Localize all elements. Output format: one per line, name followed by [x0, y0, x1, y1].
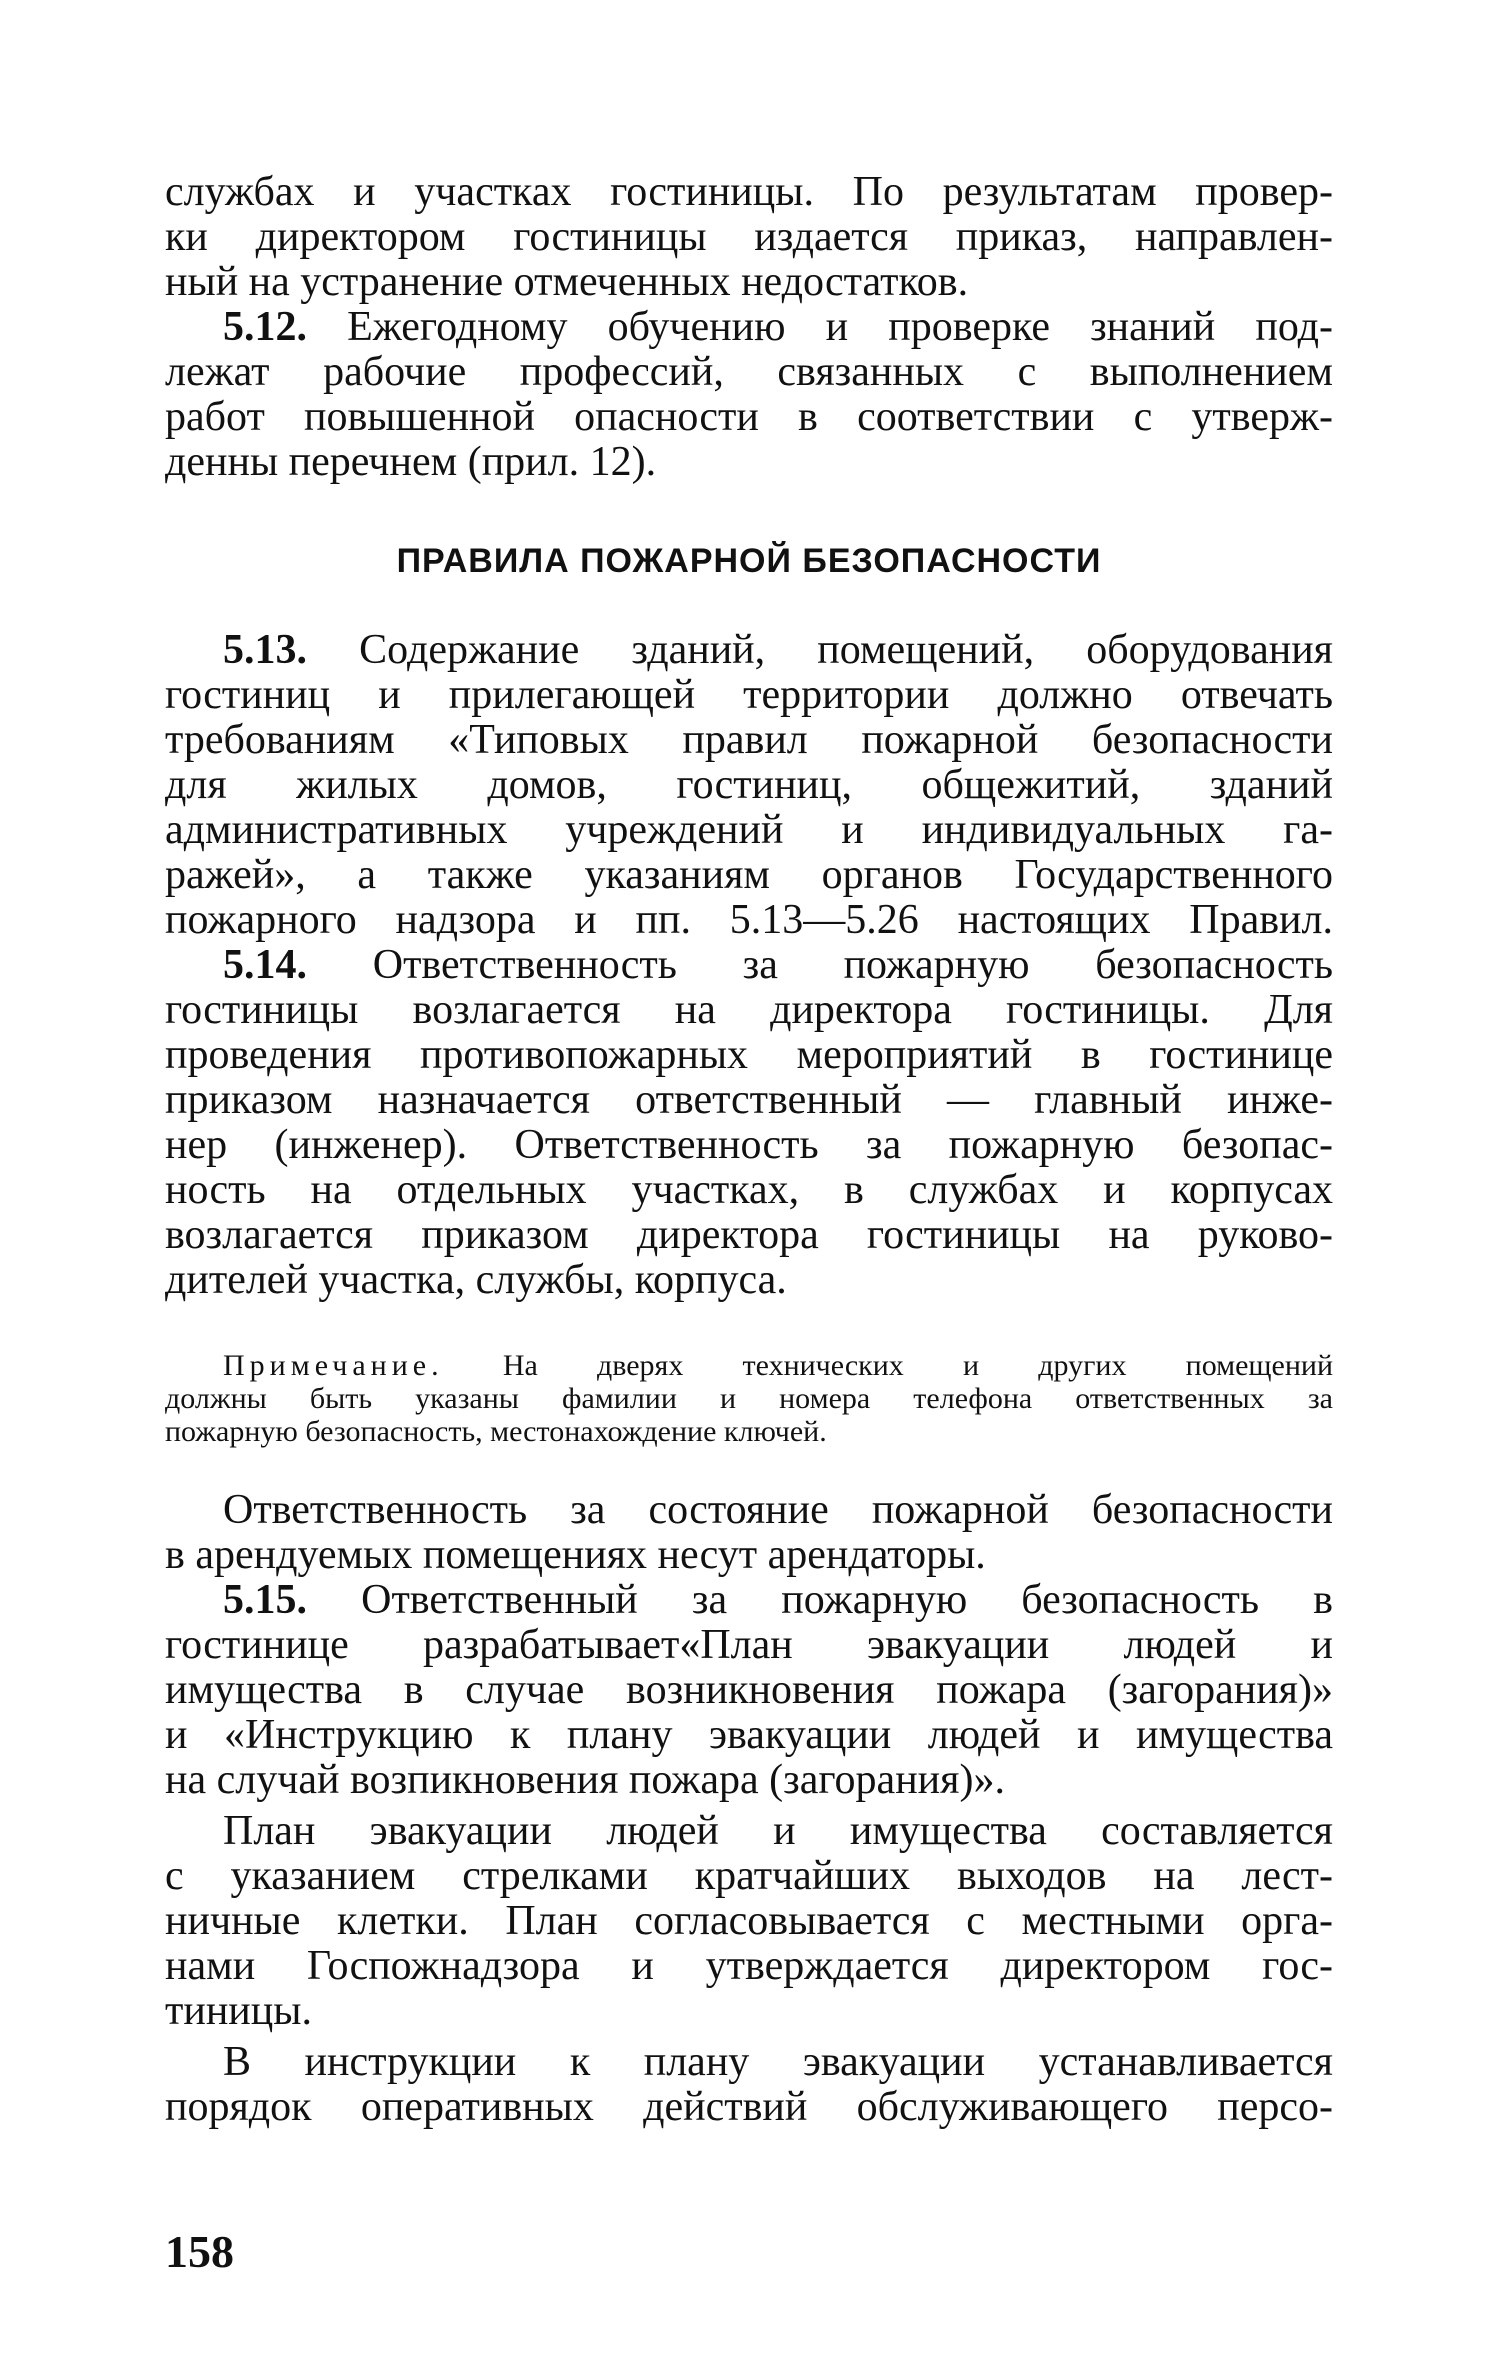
note-line: должны быть указаны фамилии и номера телефона ответственных за [165, 1382, 1333, 1415]
text-line: ничные клетки. План согласовывается с местными орга- [165, 1898, 1333, 1944]
paragraph-plan [165, 1809, 1333, 2034]
clause-text: Ответственность за пожарную безопасность [372, 942, 1334, 988]
text-line: возлагается приказом директора гостиницы на руково- [165, 1212, 1333, 1258]
text-line: гостиницы возлагается на директора гостиницы. Для [165, 987, 1333, 1033]
page-body [165, 170, 1333, 2130]
text-line: для жилых домов, гостиниц, общежитий, зданий [165, 762, 1333, 808]
text-line: ки директором гостиницы издается приказ, направлен- [165, 214, 1333, 260]
text-line [165, 628, 1333, 673]
paragraph-5-13 [165, 628, 1333, 943]
text-line: лежат рабочие профессий, связанных с выполнением [165, 349, 1333, 395]
text-line: В инструкции к плану эвакуации устанавливается [223, 2039, 1333, 2085]
clause-number: 5.14. [223, 942, 307, 988]
clause-number: 5.13. [223, 627, 307, 673]
paragraph-5-12 [165, 305, 1333, 485]
text-line: с указанием стрелками кратчайших выходов на лест- [165, 1853, 1333, 1899]
paragraph-5-15 [165, 1578, 1333, 1803]
text-line: ность на отдельных участках, в службах и корпусах [165, 1167, 1333, 1213]
text-line [165, 1578, 1333, 1623]
clause-text: Содержание зданий, помещений, оборудования [359, 627, 1333, 673]
text-line: работ повышенной опасности в соответствии с утверж- [165, 394, 1333, 440]
text-line: в арендуемых помещениях несут арендаторы. [165, 1532, 986, 1578]
note-label: Примечание. [223, 1349, 444, 1382]
note-line [165, 1349, 1333, 1382]
text-line: пожарного надзора и пп. 5.13—5.26 настоящих Правил. [165, 897, 1333, 943]
text-line: нами Госпожнадзора и утверждается директором гос- [165, 1943, 1333, 1989]
text-line: порядок оперативных действий обслуживающего персо- [165, 2084, 1333, 2130]
text-line: проведения противопожарных мероприятий в гостинице [165, 1032, 1333, 1078]
note-line: пожарную безопасность, местонахождение ключей. [165, 1415, 827, 1448]
text-line [165, 943, 1333, 988]
text-line: имущества в случае возникновения пожара (загорания)» [165, 1667, 1333, 1713]
text-line: службах и участках гостиницы. По результатам провер- [165, 169, 1333, 215]
text-line: требованиям «Типовых правил пожарной безопасности [165, 717, 1333, 763]
text-line: денны перечнем (прил. 12). [165, 439, 657, 485]
text-line: План эвакуации людей и имущества составляется [223, 1808, 1333, 1854]
text-line: нер (инженер). Ответственность за пожарную безопас- [165, 1122, 1333, 1168]
clause-text: Ответственный за пожарную безопасность в [361, 1577, 1334, 1623]
text-line: дителей участка, службы, корпуса. [165, 1257, 787, 1303]
text-line: гостинице разрабатывает«План эвакуации людей и [165, 1622, 1333, 1668]
note-text: На дверях технических и других помещений [502, 1349, 1334, 1382]
paragraph-continuation [165, 170, 1333, 305]
text-line: на случай возпикновения пожара (загорания)». [165, 1757, 1005, 1803]
text-line: ражей», а также указаниям органов Государственного [165, 852, 1333, 898]
section-heading: ПРАВИЛА ПОЖАРНОЙ БЕЗОПАСНОСТИ [396, 542, 1102, 580]
paragraph-rent [165, 1488, 1333, 1578]
paragraph-5-14 [165, 943, 1333, 1303]
text-line: ный на устранение отмеченных недостатков. [165, 259, 969, 305]
text-line: гостиниц и прилегающей территории должно отвечать [165, 672, 1333, 718]
paragraph-instruction [165, 2040, 1333, 2130]
text-line: Ответственность за состояние пожарной безопасности [223, 1487, 1333, 1533]
clause-number: 5.15. [223, 1577, 307, 1623]
text-line: приказом назначается ответственный — главный инже- [165, 1077, 1333, 1123]
text-line [165, 305, 1333, 350]
page-number: 158 [165, 2226, 234, 2277]
text-line: тиницы. [165, 1988, 312, 2034]
clause-text: Ежегодному обучению и проверке знаний под- [347, 304, 1333, 350]
clause-number: 5.12. [223, 304, 307, 350]
text-line: административных учреждений и индивидуальных га- [165, 807, 1333, 853]
footnote [165, 1349, 1333, 1448]
text-line: и «Инструкцию к плану эвакуации людей и имущества [165, 1712, 1333, 1758]
